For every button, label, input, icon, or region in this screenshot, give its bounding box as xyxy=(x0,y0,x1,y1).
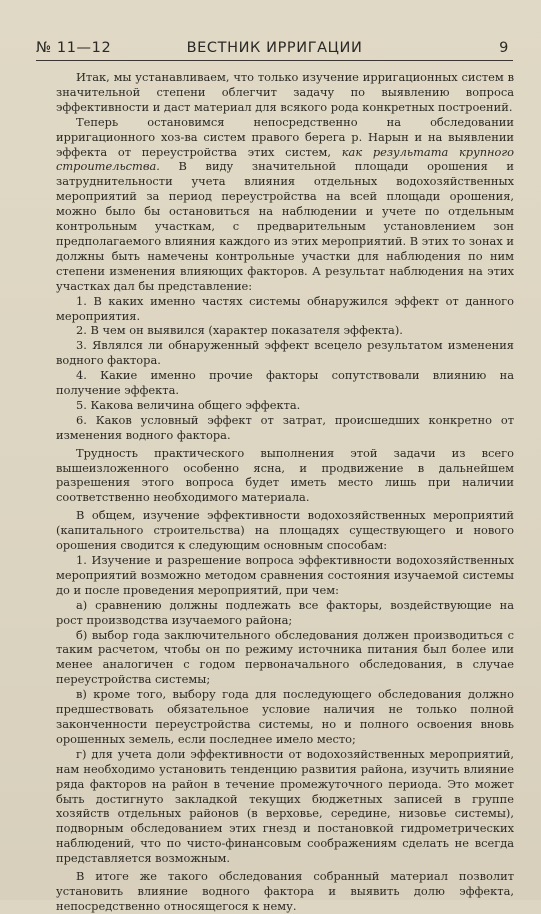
paragraph: 1. Изучение и разрешение вопроса эффективности водохозяйственных мероприятий возможно методом сравнения состояния изучаемой системы до и после проведения мероприятий, при чем: xyxy=(56,553,514,597)
list-item: 6. Каков условный эффект от затрат, происшедших конкретно от изменения водного фактора. xyxy=(56,412,514,442)
paragraph-text: Теперь остановимся непосредственно на обследовании ирригационного хоз-ва систем правого берега р. Нарын и на выявлении эффекта от переустройства этих систем, xyxy=(56,114,514,159)
list-item: 3. Являлся ли обнаруженный эффект всецело результатом изменения водного фактора. xyxy=(56,338,514,368)
paragraph: В общем, изучение эффективности водохозяйственных мероприятий (капитального строительства) на площадях существующего и нового орошения сводится к следующим основным способам: xyxy=(56,508,514,553)
list-item: 4. Какие именно прочие факторы сопутствовали влиянию на получение эффекта. xyxy=(56,368,514,398)
paragraph xyxy=(56,115,514,294)
journal-title: ВЕСТНИК ИРРИГАЦИИ xyxy=(186,40,363,56)
issue-number: № 11—12 xyxy=(36,40,112,56)
list-item: 2. В чем он выявился (характер показателя эффекта). xyxy=(76,323,403,338)
page-header xyxy=(36,38,513,61)
page-number: 9 xyxy=(499,40,509,56)
emphasis-text: как результата крупного строительства. xyxy=(56,144,515,174)
article-body xyxy=(56,70,514,914)
list-item: 5. Какова величина общего эффекта. xyxy=(76,397,301,412)
sub-item: г) для учета доли эффективности от водохозяйственных мероприятий, нам необходимо установить тенденцию развития района, изучить влияние ряда факторов на район в течение промежуточного периода. Это может быть достигнуто закладкой текущих бюджетных записей в группе хозяйств отдельных районов (в верховье, середине, низовье системы), подворным обследованием этих гнезд и постановкой гидрометрических наблюдений, что по чисто-финансовым соображениям сделать не всегда представляется возможным. xyxy=(56,746,514,866)
sub-item: а) сравнению должны подлежать все факторы, воздействующие на рост производства изучаемого района; xyxy=(56,597,514,627)
list-item: 1. В каких именно частях системы обнаружился эффект от данного мероприятия. xyxy=(56,293,514,323)
sub-item: б) выбор года заключительного обследования должен производиться с таким расчетом, чтобы он по режиму источника питания был более или менее аналогичен с годом первоначального обследования, в случае переустройства системы; xyxy=(56,627,514,687)
paragraph-text: В виду значительной площади орошения и затруднительности учета влияния отдельных водохозяйственных мероприятий за период переустройства на всей площади орошения, можно было бы остановиться на наблюдении и учете по отдельным контрольным участкам, с предварительным установлением зон предполагаемого влияния каждого из этих мероприятий. В этих то зонах и должны быть намечены контрольные участки для наблюдения по ним степени изменения влияющих факторов. А результат наблюдения на этих участках дал бы представление: xyxy=(56,159,515,293)
paragraph: В итоге же такого обследования собранный материал позволит установить влияние водного фактора и выявить долю эффекта, непосредственно относящегося к нему. xyxy=(56,869,514,913)
paragraph: Итак, мы устанавливаем, что только изучение ирригационных систем в значительной степени облегчит задачу по выявлению вопроса эффективности и даст материал для всякого рода конкретных построений. xyxy=(56,70,514,114)
paragraph: Трудность практического выполнения этой задачи из всего вышеизложенного особенно ясна, и продвижение в дальнейшем разрешения этого вопроса будет иметь место лишь при наличии соответственно необходимого материала. xyxy=(56,445,514,505)
sub-item: в) кроме того, выбору года для последующего обследования должно предшествовать обязательное условие наличия не только полной законченности переустройства системы, но и полного освоения вновь орошенных земель, если последнее имело место; xyxy=(56,687,514,746)
